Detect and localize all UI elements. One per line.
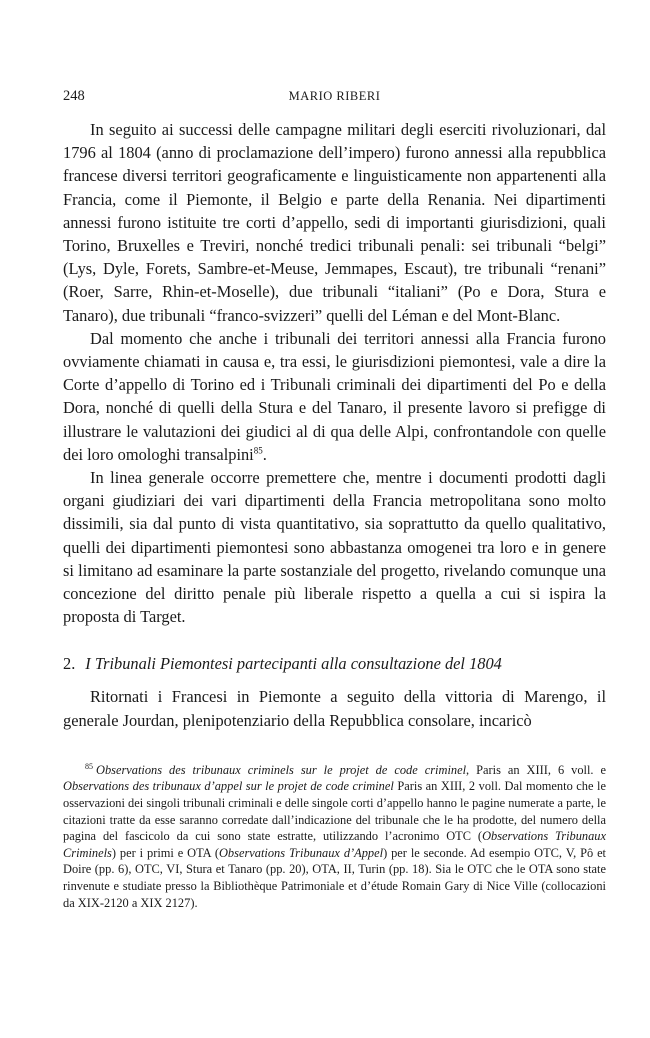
footnotes: [63, 762, 606, 911]
paragraph: In linea generale occorre premettere che, mentre i documenti prodotti dagli organi giudiziari dei vari dipartimenti della Francia metropolitana sono molto dissimili, sia dal punto di vista quantitativo, sia soprattutto da quello qualitativo, quelli dei dipartimenti piemontesi sono abbastanza omogenei tra loro e in genere si limitano ad esaminare la parte sostanziale del progetto, rivelando comunque una concezione del diritto penale più liberale rispetto a quella a cui si ispira la proposta di Target.: [63, 468, 606, 627]
footnote: $^{85}$ Observations des tribunaux criminels sur le projet de code criminel, Paris an XIII, 6 voll. e Observations des tribunaux d’appel sur le projet de code criminel Paris an XIII, 2 voll. Dal momento che le osservazioni dei singoli tribunali criminali e delle singole corti d’appello hanno le pagine numerate a parte, le citazioni tratte da esse saranno corredate dall’indicazione del tribunale che le ha prodotte, del numero della pagina del fascicolo da cui sono state estratte, utilizzando l’acronimo OTC (Observations Tribunaux Criminels) per i primi e OTA (Observations Tribunaux d’Appel) per le seconde. Ad esempio OTC, V, Pô et Doire (pp. 6), OTC, VI, Stura et Tanaro (pp. 20), OTA, II, Turin (pp. 18). Sia le OTC che le OTA sono state rinvenute e studiate presso la Bibliothèque Patrimoniale et d’étude Romain Gary di Nice Ville (collocazioni da XIX-2120 a XIX 2127).: [63, 761, 607, 910]
section-heading: [63, 652, 606, 675]
running-head-author: MARIO RIBERI: [288, 89, 381, 103]
paragraph: Ritornati i Francesi in Piemonte a seguito della vittoria di Marengo, il generale Jourdan, plenipotenziario della Repubblica consolare, incaricò: [63, 687, 606, 730]
running-head: [63, 88, 606, 112]
footnote-marker: 85: [85, 761, 93, 771]
footnote-reference[interactable]: 85: [253, 445, 263, 456]
section-number: 2.: [63, 654, 76, 674]
book-page: [63, 88, 606, 911]
paragraph: In seguito ai successi delle campagne militari degli eserciti rivoluzionari, dal 1796 al 1804 (anno di proclamazione dell’impero) furono annessi alla repubblica francese diversi territori geograficamente e linguisticamente non appartenenti alla Francia, come il Piemonte, il Belgio e parte della Renania. Nei dipartimenti annessi furono istituite tre corti d’appello, sedi di importanti giurisdizioni, quali Torino, Bruxelles e Treviri, nonché tredici tribunali penali: sei tribunali “belgi” (Lys, Dyle, Forets, Sambre-et-Meuse, Jemmapes, Escaut), tre tribunali “renani” (Roer, Sarre, Rhin-et-Moselle), due tribunali “italiani” (Po e Dora, Stura e Tanaro), due tribunali “franco-svizzeri” quelli del Léman e del Mont-Blanc.: [63, 120, 606, 325]
paragraph: Dal momento che anche i tribunali dei territori annessi alla Francia furono ovviamente chiamati in causa e, tra essi, le giurisdizioni piemontesi, vale a dire la Corte d’appello di Torino ed i Tribunali criminali dei dipartimenti del Po e della Dora, nonché di quelli della Stura e del Tanaro, il presente lavoro si prefigge di illustrare le valutazioni dei giudici al di qua delle Alpi, confrontandole con quelle dei loro omologhi transalpini$^{85}$.: [63, 328, 606, 464]
section-title: I Tribunali Piemontesi partecipanti alla consultazione del 1804: [85, 654, 502, 674]
body-text: [63, 118, 606, 732]
page-number: 248: [63, 88, 85, 104]
